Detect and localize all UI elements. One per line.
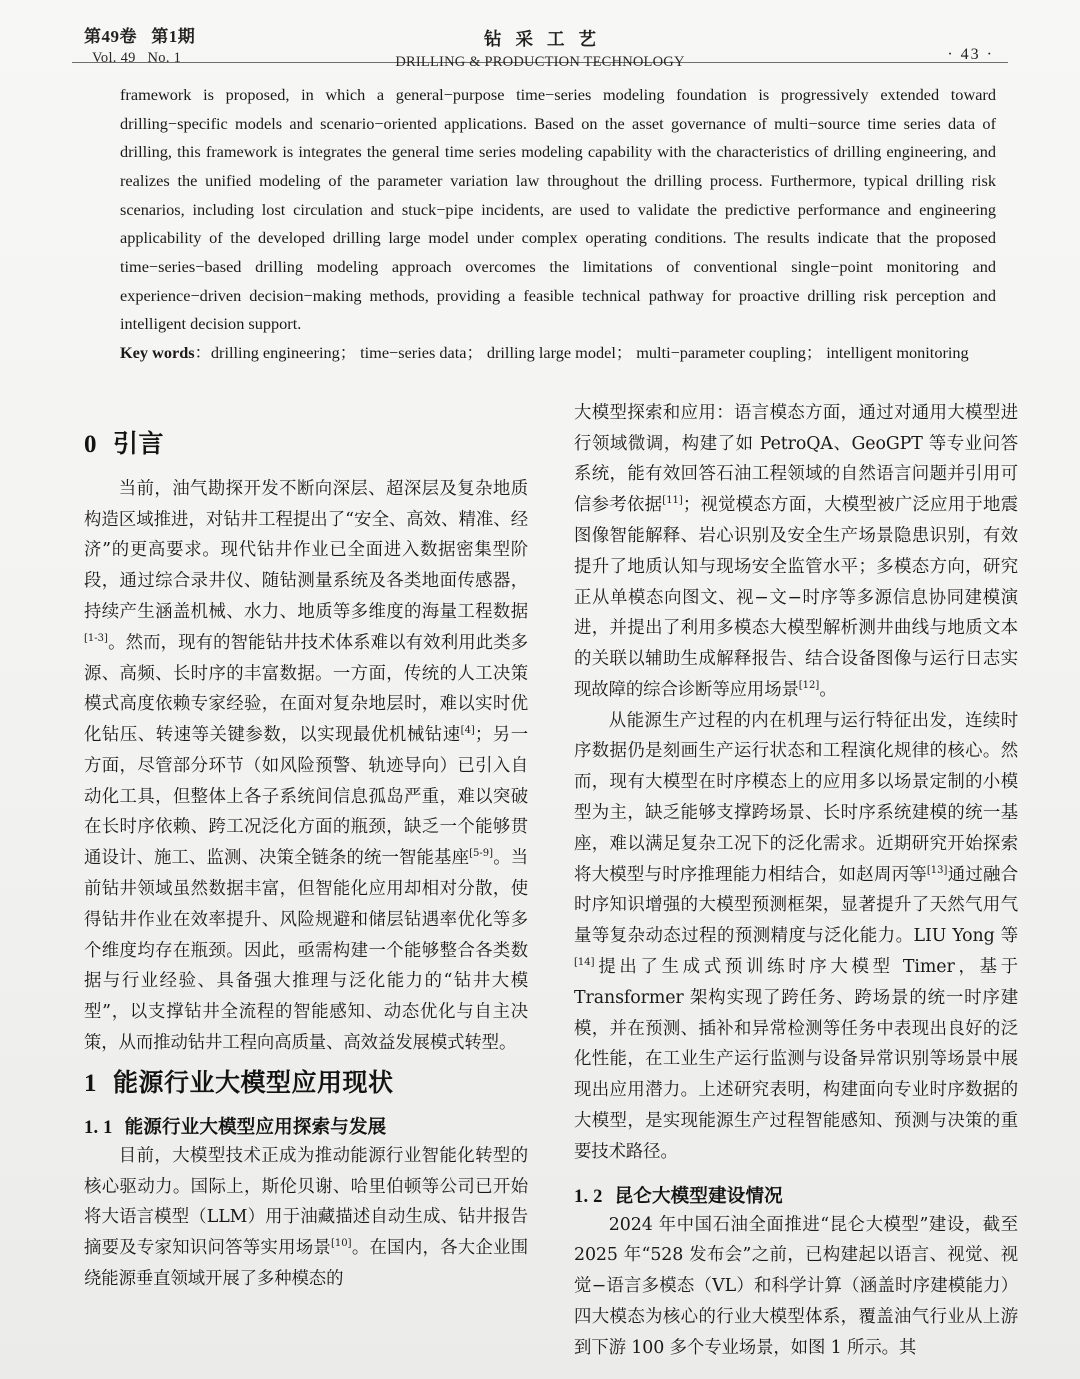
citation-ref-1-3: [1-3] xyxy=(84,632,108,644)
paragraph-timeseries-part-a: 从能源生产过程的内在机理与运行特征出发，连续时序数据仍是刻画生产运行状态和工程演化规律的核心。然而，现有大模型在时序模态上的应用多以场景定制的小模型为主，缺乏能够支撑跨场景、长时序系统建模的统一基座，难以满足复杂工况下的泛化需求。近期研究开始探索将大模型与时序推理能力相结合，如赵周丙等 xyxy=(574,710,1018,885)
left-column xyxy=(84,398,528,1364)
paragraph-intro-part-a: 当前，油气勘探开发不断向深层、超深层及复杂地质构造区域推进，对钻井工程提出了“安全、高效、精准、经济”的更高要求。现代钻井作业已全面进入数据密集型阶段，通过综合录井仪、随钻测量系统及各类地面传感器，持续产生涵盖机械、水力、地质等多维度的海量工程数据 xyxy=(84,478,528,622)
citation-ref-11: [11] xyxy=(662,495,683,507)
heading-section-1-2-number: 1. 2 xyxy=(574,1186,603,1207)
running-head xyxy=(72,0,1008,70)
citation-ref-10: [10] xyxy=(331,1238,352,1250)
citation-ref-14: [14] xyxy=(574,957,595,969)
page-number: · 43 · xyxy=(947,46,994,63)
right-column xyxy=(574,398,1018,1364)
paragraph-modalities xyxy=(574,398,1018,706)
paragraph-timeseries-part-b: 通过融合时序知识增强的大模型预测框架，显著提升了天然气用气量等复杂动态过程的预测精度与泛化能力。LIU Yong 等 xyxy=(574,864,1018,947)
paragraph-1-1-part-b: 。在国内，各大企业围绕能源垂直领域开展了多种模态的 xyxy=(84,1238,528,1290)
journal-title-cn: 钻采工艺 xyxy=(484,29,610,49)
abstract-body: framework is proposed, in which a general−purpose time−series modeling foundation is progressively extended toward drilling−specific models and scenario−oriented applications. Based on the asset governance of multi−source time series data of drilling, this framework is integrates the general time series modeling capability with the characteristics of drilling engineering, and realizes the unified modeling of the parameter variation law throughout the drilling process. Furthermore, typical drilling risk scenarios, including lost circulation and stuck−pipe incidents, are used to validate the predictive performance and engineering applicability of the developed drilling large model under complex operating conditions. The results indicate that the proposed time−series−based drilling modeling approach overcomes the limitations of conventional single−point monitoring and experience−driven decision−making methods, providing a feasible technical pathway for proactive drilling risk perception and intelligent decision support. xyxy=(120,85,996,334)
keywords-text: ：drilling engineering； time−series data； drilling large model； multi−parameter coupling； intelligent monitoring xyxy=(194,343,969,363)
heading-section-1-1-number: 1. 1 xyxy=(84,1117,113,1138)
paragraph-modalities-part-c: 。 xyxy=(819,679,837,700)
paragraph-intro-part-b: 。然而，现有的智能钻井技术体系难以有效利用此类多源、高频、长时序的丰富数据。一方面，传统的人工决策模式高度依赖专家经验，在面对复杂地层时，难以实时优化钻压、转速等关键参数，以实现最优机械钻速 xyxy=(84,632,528,746)
paragraph-modalities-part-b: ；视觉模态方面，大模型被广泛应用于地震图像智能解释、岩心识别及安全生产场景隐患识别，有效提升了地质认知与现场安全监管水平；多模态方向，研究正从单模态向图文、视−文−时序等多源信息协同建模演进，并提出了利用多模态大模型解析测井曲线与地质文本的关联以辅助生成解释报告、结合设备图像与运行日志实现故障的综合诊断等应用场景 xyxy=(574,495,1018,700)
keywords-label: Key words xyxy=(120,343,195,363)
abstract-block xyxy=(72,81,1008,368)
citation-ref-4: [4] xyxy=(460,725,475,737)
heading-section-0-number: 0 xyxy=(84,430,97,458)
heading-section-0 xyxy=(84,424,528,460)
body-columns xyxy=(72,398,1018,1364)
heading-section-1-1 xyxy=(84,1113,528,1139)
heading-section-1-title: 能源行业大模型应用现状 xyxy=(113,1068,394,1097)
heading-section-1-2-title: 昆仑大模型建设情况 xyxy=(614,1184,783,1206)
paragraph-modalities-part-a: 大模型探索和应用：语言模态方面，通过对通用大模型进行领域微调，构建了如 PetroQA、GeoGPT 等专业问答系统，能有效回答石油工程领域的自然语言问题并引用可信参考依据 xyxy=(574,402,1018,516)
citation-ref-13: [13] xyxy=(926,864,948,876)
heading-section-1-1-title: 能源行业大模型应用探索与发展 xyxy=(124,1115,387,1137)
heading-section-1-2 xyxy=(574,1182,1018,1208)
running-head-center xyxy=(72,26,1008,71)
paragraph-intro-part-c: ；另一方面，尽管部分环节（如风险预警、轨迹导向）已引入自动化工具，但整体上各子系统间信息孤岛严重，难以突破在长时序依赖、跨工况泛化方面的瓶颈，缺乏一个能够贯通设计、施工、监测、决策全链条的统一智能基座 xyxy=(84,725,529,869)
citation-ref-12: [12] xyxy=(798,680,820,692)
heading-section-1 xyxy=(84,1063,528,1099)
paragraph-timeseries-part-c: 提出了生成式预训练时序大模型 Timer，基于 Transformer 架构实现了跨任务、跨场景的统一时序建模，并在预测、插补和异常检测等任务中表现出良好的泛化性能，在工业生产运行监测与设备异常识别等场景中展现出应用潜力。上述研究表明，构建面向专业时序数据的大模型，是实现能源生产过程智能感知、预测与决策的重要技术路径。 xyxy=(574,957,1018,1162)
heading-section-0-title: 引言 xyxy=(113,429,165,458)
paragraph-1-1-part-a: 目前，大模型技术正成为推动能源行业智能化转型的核心驱动力。国际上，斯伦贝谢、哈里伯顿等公司已开始将大语言模型（LLM）用于油藏描述自动生成、钻井报告摘要及专家知识问答等实用场景 xyxy=(84,1145,528,1259)
paragraph-intro-part-d: 。当前钻井领域虽然数据丰富，但智能化应用却相对分散，使得钻井作业在效率提升、风险规避和储层钻遇率优化等多个维度均存在瓶颈。因此，亟需构建一个能够整合各类数据与行业经验、具备强大推理与泛化能力的“钻井大模型”，以支撑钻井全流程的智能感知、动态优化与自主决策，从而推动钻井工程向高质量、高效益发展模式转型。 xyxy=(84,848,528,1054)
paragraph-1-2: 2024 年中国石油全面推进“昆仑大模型”建设，截至 2025 年“528 发布会”之前，已构建起以语言、视觉、视觉−语言多模态（VL）和科学计算（涵盖时序建模能力）四大模态为核心的行业大模型体系，覆盖油气行业从上游到下游 100 多个专业场景，如图 1 所示。其 xyxy=(574,1214,1018,1358)
volume-issue-en: Vol. 49 No. 1 xyxy=(92,49,182,66)
paragraph-1-1 xyxy=(84,1141,528,1295)
journal-title-en: DRILLING & PRODUCTION TECHNOLOGY xyxy=(395,54,685,70)
paragraph-intro xyxy=(84,474,528,1059)
paragraph-timeseries xyxy=(574,706,1018,1168)
volume-issue-cn: 第49卷 第1期 xyxy=(84,27,196,46)
citation-ref-5-9: [5-9] xyxy=(469,848,493,860)
keywords-line xyxy=(120,339,996,368)
heading-section-1-number: 1 xyxy=(84,1069,97,1097)
